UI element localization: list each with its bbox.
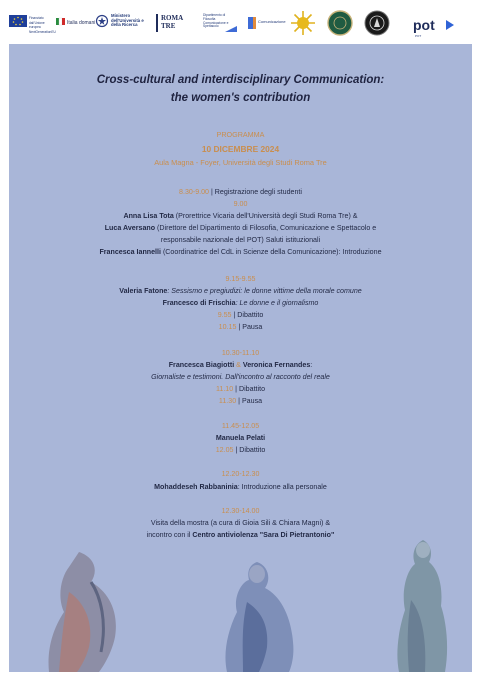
italia-domani-icon [56, 17, 96, 27]
rabbaninia-row: Mohaddeseh Rabbaninia: Introduzione alla personale [154, 483, 327, 491]
poster-title: Cross-cultural and interdisciplinary Communication: the women's contribution [96, 74, 385, 104]
statue-center-image [219, 562, 299, 672]
svg-text:Italia domani: Italia domani [67, 20, 96, 26]
italia-domani-logo [56, 17, 96, 29]
event-location: Aula Magna - Foyer, Università degli Studi Roma Tre [154, 158, 327, 167]
session-time-2: 10.30-11.10 [221, 349, 260, 357]
republic-emblem-icon [96, 14, 108, 28]
session-time-3: 11.45-12.05 [221, 422, 260, 430]
comunicazione-logo: Comunicazione [248, 15, 278, 31]
programma-label: PROGRAMMA [216, 130, 265, 139]
roma-tre-logo: ROMA TRE [156, 14, 197, 32]
biagiotti-fernandes-row: Francesca Biagiotti & Veronica Fernandes: [168, 361, 313, 369]
session-time-4: 12.20-12.30 [221, 470, 260, 478]
department-mark-icon [225, 26, 237, 32]
frischia-row: Francesco di Frischia: Le donne e il giornalismo [162, 299, 319, 307]
statue-left-image [39, 552, 129, 672]
mur-logo-text: Ministero dell'Università e della Ricerca [111, 13, 144, 28]
sun-logo-icon [290, 10, 316, 36]
debate-row-2: 11.10 | Dibattito [215, 385, 266, 393]
iannelli-row: Francesca Iannelli (Coordinatrice del CdL in Scienze della Comunicazione): Introduzione [99, 248, 382, 256]
break-row-2: 11.30 | Pausa [218, 397, 263, 405]
debate-row-1: 9.55 | Dibattito [217, 311, 264, 319]
eu-logo-text: Finanziato dall'Unione europea NextGenerationEU [29, 16, 56, 34]
session-time-5: 12.30-14.00 [221, 507, 260, 515]
registration-row: 8.30-9.00 | Registrazione degli studenti [179, 188, 302, 196]
welcome-time: 9.00 [233, 200, 248, 208]
session-2-talk: Giornaliste e testimoni. Dall'incontro al racconto del reale [151, 373, 330, 381]
fatone-row: Valeria Fatone: Sessismo e pregiudizi: le donne vittime della morale comune [119, 287, 362, 295]
eu-flag-icon [9, 15, 27, 27]
break-row-1: 10.15 | Pausa [218, 323, 263, 331]
exhibition-row: Visita della mostra (a cura di Gioia Sili & Chiara Magni) & [150, 519, 331, 527]
pot-logo: pot [413, 17, 435, 33]
event-date: 10 DICEMBRE 2024 [201, 144, 280, 154]
aversano-row: Luca Aversano (Direttore del Dipartimento di Filosofia, Comunicazione e Spettacolo e [104, 224, 377, 232]
green-seal-icon [327, 10, 353, 36]
pot-subtext: POT [415, 34, 422, 38]
tota-row: Anna Lisa Tota (Prorettrice Vicaria dell'Università degli Studi Roma Tre) & [123, 212, 358, 220]
session-time-1: 9.15-9.55 [225, 275, 256, 283]
department-logo: Dipartimento di Filosofia Comunicazione e Spettacolo [203, 14, 237, 32]
debate-row-3: 12.05 | Dibattito [215, 446, 266, 454]
aversano-row-2: responsabile nazionale del POT) Saluti istituzionali [160, 236, 321, 244]
black-seal-icon [364, 10, 390, 36]
mur-logo [96, 14, 151, 28]
logo-strip [0, 0, 482, 44]
statue-right-image [387, 540, 457, 672]
pot-arrow-icon [444, 20, 454, 30]
antiviolence-row: incontro con il Centro antiviolenza "Sara Di Pietrantonio" [146, 531, 335, 539]
pelati-row: Manuela Pelati [215, 434, 266, 442]
event-poster [9, 44, 472, 672]
